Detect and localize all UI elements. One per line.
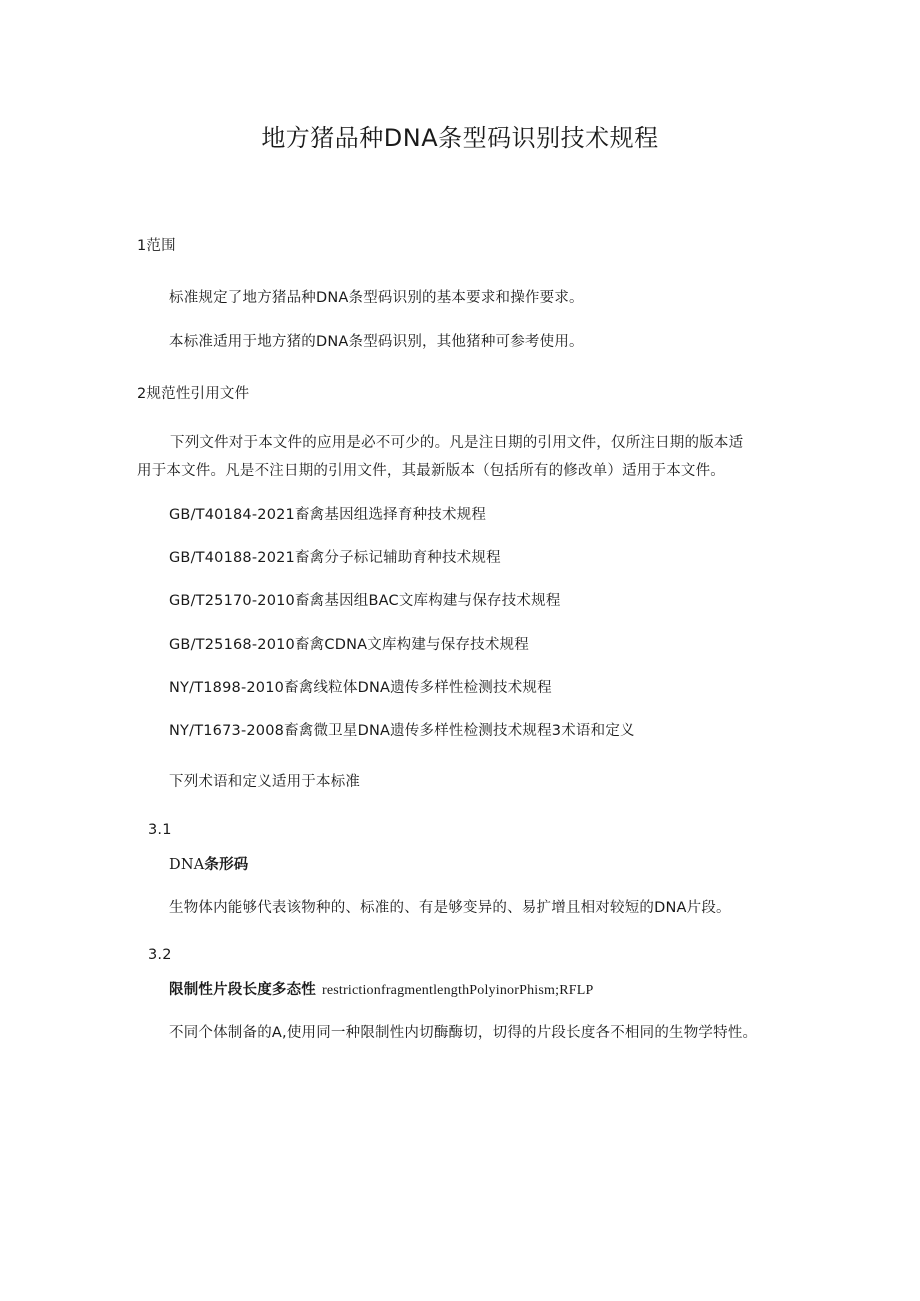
reference-item: GB/T40188-2021畜禽分子标记辅助育种技术规程 <box>169 550 501 566</box>
section-1-paragraph-1: 标准规定了地方猪品种DNA条型码识别的基本要求和操作要求。 <box>169 290 584 306</box>
term-title <box>169 855 249 875</box>
section-3-intro: 下列术语和定义适用于本标准 <box>169 774 361 790</box>
term-name: 限制性片段长度多态性 <box>169 982 316 998</box>
section-2-intro-line-2: 用于本文件。凡是不注日期的引用文件，其最新版本（包括所有的修改单）适用于本文件。 <box>137 463 725 479</box>
section-1-heading: 1范围 <box>137 238 176 254</box>
term-definition: 不同个体制备的A,使用同一种限制性内切酶酶切，切得的片段长度各不相同的生物学特性。 <box>169 1025 758 1041</box>
term-number: 3.1 <box>148 822 172 838</box>
reference-item: GB/T40184-2021畜禽基因组选择育种技术规程 <box>169 507 487 523</box>
section-2-heading: 2规范性引用文件 <box>137 386 250 402</box>
term-english: restrictionfragmentlengthPolyinorPhism;RFLP <box>322 983 594 998</box>
reference-item: GB/T25168-2010畜禽CDNA文库构建与保存技术规程 <box>169 637 529 653</box>
reference-item: NY/T1673-2008畜禽微卫星DNA遗传多样性检测技术规程3术语和定义 <box>169 723 635 739</box>
section-1-paragraph-2: 本标准适用于地方猪的DNA条型码识别，其他猪种可参考使用。 <box>169 334 584 350</box>
reference-item: NY/T1898-2010畜禽线粒体DNA遗传多样性检测技术规程 <box>169 680 552 696</box>
reference-item: GB/T25170-2010畜禽基因组BAC文库构建与保存技术规程 <box>169 593 561 609</box>
term-prefix: DNA <box>169 857 205 873</box>
section-2-intro-line-1: 下列文件对于本文件的应用是必不可少的。凡是注日期的引用文件，仅所注日期的版本适 <box>170 435 744 451</box>
term-definition: 生物体内能够代表该物种的、标准的、有是够变异的、易扩增且相对较短的DNA片段。 <box>169 900 731 916</box>
term-title <box>169 980 593 1001</box>
document-title: 地方猪品种DNA条型码识别技术规程 <box>261 124 659 152</box>
term-number: 3.2 <box>148 947 172 963</box>
term-name: 条形码 <box>204 857 249 873</box>
